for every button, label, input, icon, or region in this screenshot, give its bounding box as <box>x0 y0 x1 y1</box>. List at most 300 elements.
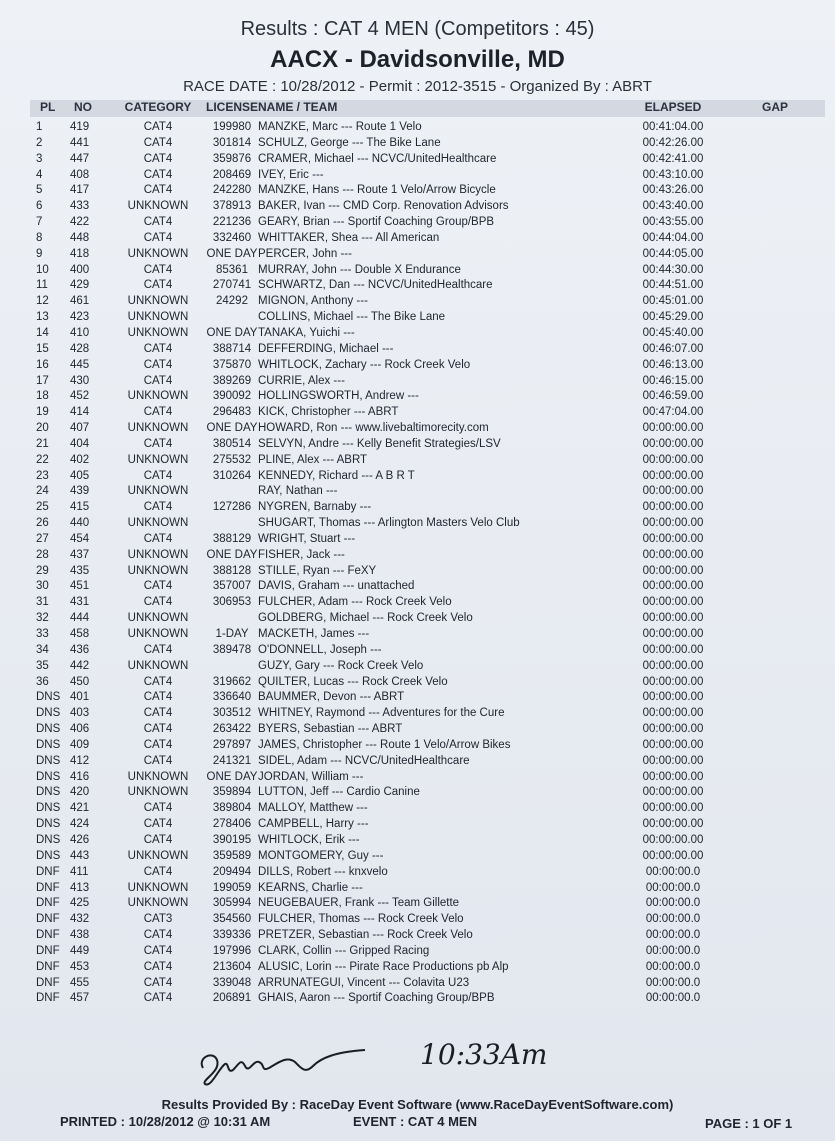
row-license: 306953 <box>212 596 252 609</box>
row-place: 9 <box>36 247 43 260</box>
row-place: DNS <box>36 833 61 846</box>
row-elapsed: 00:00:00.00 <box>642 453 704 466</box>
row-place: 14 <box>36 326 49 339</box>
results-table-body <box>30 120 825 1007</box>
row-number: 457 <box>70 992 90 1005</box>
row-category: UNKNOWN <box>127 786 189 799</box>
row-category: CAT4 <box>143 707 173 720</box>
row-elapsed: 00:45:29.00 <box>642 311 704 324</box>
row-license: 208469 <box>212 168 252 181</box>
row-place: 21 <box>36 437 49 450</box>
row-number: 401 <box>70 691 90 704</box>
row-name-team: SHUGART, Thomas --- Arlington Masters Velo Club <box>258 517 520 530</box>
row-number: 405 <box>70 469 90 482</box>
row-elapsed: 00:00:00.00 <box>642 501 704 514</box>
row-elapsed: 00:44:04.00 <box>642 231 704 244</box>
row-place: 34 <box>36 643 49 656</box>
row-license: 359589 <box>212 849 252 862</box>
row-category: CAT4 <box>143 358 173 371</box>
row-category: CAT4 <box>143 168 173 181</box>
row-elapsed: 00:43:40.00 <box>642 200 704 213</box>
row-category: UNKNOWN <box>127 517 189 530</box>
row-name-team: GEARY, Brian --- Sportif Coaching Group/BPB <box>258 216 495 229</box>
table-row <box>30 690 825 706</box>
event-name: AACX - Davidsonville, MD <box>270 46 565 73</box>
table-row <box>30 326 825 342</box>
row-place: DNS <box>36 691 61 704</box>
row-name-team: O'DONNELL, Joseph --- <box>258 643 382 656</box>
row-place: 25 <box>36 501 49 514</box>
table-row <box>30 659 825 675</box>
row-number: 435 <box>70 564 90 577</box>
row-name-team: NEUGEBAUER, Frank --- Team Gillette <box>258 897 460 910</box>
table-row <box>30 453 825 469</box>
row-license: 389804 <box>212 802 252 815</box>
row-place: 4 <box>36 168 43 181</box>
row-number: 429 <box>70 279 90 292</box>
row-number: 418 <box>70 247 90 260</box>
table-row <box>30 896 825 912</box>
row-name-team: CRAMER, Michael --- NCVC/UnitedHealthcare <box>258 152 497 165</box>
table-row <box>30 532 825 548</box>
row-name-team: LUTTON, Jeff --- Cardio Canine <box>258 786 420 799</box>
row-place: DNF <box>36 929 60 942</box>
row-place: DNF <box>36 881 60 894</box>
row-license: 297897 <box>212 738 252 751</box>
row-category: CAT4 <box>143 437 173 450</box>
row-place: DNF <box>36 897 60 910</box>
row-number: 428 <box>70 342 90 355</box>
row-category: CAT4 <box>143 216 173 229</box>
row-name-team: RAY, Nathan --- <box>258 485 338 498</box>
row-place: 2 <box>36 136 43 149</box>
table-row <box>30 389 825 405</box>
row-number: 412 <box>70 754 90 767</box>
row-license: 278406 <box>212 818 252 831</box>
row-number: 408 <box>70 168 90 181</box>
row-number: 413 <box>70 881 90 894</box>
row-license: 241321 <box>212 754 252 767</box>
results-title: Results : CAT 4 MEN (Competitors : 45) <box>240 18 595 40</box>
row-category: CAT4 <box>143 596 173 609</box>
row-place: 12 <box>36 295 49 308</box>
row-elapsed: 00:00:00.00 <box>642 437 704 450</box>
row-elapsed: 00:45:01.00 <box>642 295 704 308</box>
row-category: CAT4 <box>143 501 173 514</box>
row-elapsed: 00:46:13.00 <box>642 358 704 371</box>
row-place: DNF <box>36 976 60 989</box>
row-name-team: ALUSIC, Lorin --- Pirate Race Productions pb Alp <box>258 960 509 973</box>
row-name-team: WHITLOCK, Erik --- <box>258 833 360 846</box>
row-category: CAT4 <box>143 723 173 736</box>
row-name-team: BYERS, Sebastian --- ABRT <box>258 723 403 736</box>
row-name-team: WHITNEY, Raymond --- Adventures for the Cure <box>258 707 505 720</box>
table-row <box>30 136 825 152</box>
table-row <box>30 374 825 390</box>
row-number: 432 <box>70 913 90 926</box>
row-category: CAT4 <box>143 818 173 831</box>
table-row <box>30 516 825 532</box>
table-row <box>30 484 825 500</box>
row-elapsed: 00:00:00.00 <box>642 612 704 625</box>
row-place: 6 <box>36 200 43 213</box>
table-row <box>30 247 825 263</box>
row-category: UNKNOWN <box>127 628 189 640</box>
table-row <box>30 785 825 801</box>
row-license: 378913 <box>212 200 252 213</box>
table-row <box>30 706 825 722</box>
col-gap: GAP <box>761 100 788 114</box>
row-number: 406 <box>70 723 90 736</box>
row-elapsed: 00:00:00.0 <box>645 976 701 989</box>
row-category: UNKNOWN <box>127 311 189 324</box>
row-license: 310264 <box>212 469 252 482</box>
row-category: CAT4 <box>143 374 173 387</box>
row-number: 447 <box>70 152 90 165</box>
row-place: 11 <box>36 279 48 292</box>
row-category: CAT4 <box>143 992 173 1005</box>
row-license: 388128 <box>212 564 252 577</box>
row-license: 305994 <box>212 897 252 910</box>
row-elapsed: 00:00:00.00 <box>642 707 704 720</box>
row-elapsed: 00:00:00.0 <box>645 960 701 973</box>
row-elapsed: 00:00:00.00 <box>642 628 704 640</box>
row-elapsed: 00:43:10.00 <box>642 168 704 181</box>
row-category: UNKNOWN <box>127 422 189 435</box>
row-name-team: PERCER, John --- <box>258 247 352 260</box>
row-category: CAT4 <box>143 944 173 957</box>
row-category: CAT4 <box>143 643 173 656</box>
row-elapsed: 00:00:00.0 <box>645 913 701 926</box>
row-elapsed: 00:00:00.0 <box>645 929 701 942</box>
row-place: 26 <box>36 517 49 530</box>
row-number: 409 <box>70 738 90 751</box>
table-row <box>30 294 825 310</box>
row-category: UNKNOWN <box>127 326 189 339</box>
table-row <box>30 801 825 817</box>
row-elapsed: 00:00:00.00 <box>642 691 704 704</box>
row-name-team: FULCHER, Thomas --- Rock Creek Velo <box>258 913 464 926</box>
table-row <box>30 342 825 358</box>
row-license: 1-DAY <box>215 628 249 640</box>
row-category: UNKNOWN <box>127 659 189 672</box>
row-license: 270741 <box>212 279 252 292</box>
row-category: UNKNOWN <box>127 849 189 862</box>
row-category: UNKNOWN <box>127 897 189 910</box>
table-row <box>30 817 825 833</box>
row-license: 301814 <box>212 136 252 149</box>
row-license: 85361 <box>216 263 248 276</box>
row-number: 441 <box>70 136 90 149</box>
row-number: 437 <box>70 548 90 561</box>
row-elapsed: 00:00:00.00 <box>642 723 704 736</box>
row-category: CAT4 <box>143 406 173 419</box>
row-number: 415 <box>70 501 90 514</box>
row-name-team: CAMPBELL, Harry --- <box>258 818 369 831</box>
row-elapsed: 00:00:00.0 <box>645 865 701 878</box>
row-number: 423 <box>70 311 90 324</box>
row-category: CAT4 <box>143 691 173 704</box>
row-name-team: BAUMMER, Devon --- ABRT <box>258 691 405 704</box>
row-name-team: PRETZER, Sebastian --- Rock Creek Velo <box>258 929 473 942</box>
row-number: 403 <box>70 707 90 720</box>
row-license: 206891 <box>212 992 252 1005</box>
row-category: CAT4 <box>143 469 173 482</box>
row-elapsed: 00:00:00.0 <box>645 881 701 894</box>
row-name-team: KEARNS, Charlie --- <box>258 881 363 894</box>
row-license: 390092 <box>212 390 252 403</box>
footer-printed: PRINTED : 10/28/2012 @ 10:31 AM <box>60 1114 271 1129</box>
table-row <box>30 976 825 992</box>
row-name-team: HOLLINGSWORTH, Andrew --- <box>258 390 419 403</box>
row-name-team: STILLE, Ryan --- FeXY <box>258 564 377 577</box>
row-category: UNKNOWN <box>127 612 189 625</box>
row-place: DNS <box>36 818 61 831</box>
row-place: DNF <box>36 865 60 878</box>
row-elapsed: 00:00:00.00 <box>642 532 704 545</box>
row-number: 414 <box>70 406 90 419</box>
row-place: 13 <box>36 311 49 324</box>
row-name-team: PLINE, Alex --- ABRT <box>258 453 368 466</box>
row-elapsed: 00:00:00.00 <box>642 818 704 831</box>
col-category: CATEGORY <box>124 100 192 114</box>
row-name-team: SELVYN, Andre --- Kelly Benefit Strategies/LSV <box>258 437 501 450</box>
row-category: CAT4 <box>143 865 173 878</box>
row-number: 454 <box>70 532 90 545</box>
row-number: 444 <box>70 612 90 625</box>
row-number: 461 <box>70 295 90 308</box>
row-elapsed: 00:43:55.00 <box>642 216 704 229</box>
table-row <box>30 168 825 184</box>
row-number: 430 <box>70 374 90 387</box>
table-row <box>30 643 825 659</box>
row-license: 242280 <box>212 184 252 197</box>
row-place: DNS <box>36 786 61 799</box>
table-row <box>30 437 825 453</box>
row-place: 29 <box>36 564 49 577</box>
row-elapsed: 00:46:15.00 <box>642 374 704 387</box>
row-number: 440 <box>70 517 90 530</box>
row-category: CAT4 <box>143 532 173 545</box>
row-place: 35 <box>36 659 49 672</box>
row-name-team: DAVIS, Graham --- unattached <box>258 580 415 593</box>
table-row <box>30 564 825 580</box>
row-name-team: TANAKA, Yuichi --- <box>258 326 355 339</box>
row-place: 18 <box>36 390 49 403</box>
col-name-team: NAME / TEAM <box>258 100 338 114</box>
row-number: 442 <box>70 659 90 672</box>
table-row <box>30 770 825 786</box>
table-row <box>30 849 825 865</box>
row-place: 32 <box>36 612 49 625</box>
table-row <box>30 263 825 279</box>
row-name-team: WHITLOCK, Zachary --- Rock Creek Velo <box>258 358 471 371</box>
table-row <box>30 120 825 136</box>
row-category: CAT4 <box>143 738 173 751</box>
row-name-team: IVEY, Eric --- <box>258 168 324 181</box>
row-place: 33 <box>36 628 49 640</box>
row-name-team: WRIGHT, Stuart --- <box>258 532 356 545</box>
row-place: 19 <box>36 406 49 419</box>
row-license: 359894 <box>212 786 252 799</box>
row-place: 20 <box>36 422 49 435</box>
row-number: 400 <box>70 263 90 276</box>
table-row <box>30 944 825 960</box>
row-number: 422 <box>70 216 90 229</box>
row-elapsed: 00:00:00.00 <box>642 849 704 862</box>
row-license: 380514 <box>212 437 252 450</box>
table-row <box>30 152 825 168</box>
row-license: 339336 <box>212 929 252 942</box>
row-name-team: KENNEDY, Richard --- A B R T <box>258 469 415 482</box>
row-place: 22 <box>36 453 49 466</box>
row-name-team: FISHER, Jack --- <box>258 548 345 561</box>
row-name-team: GUZY, Gary --- Rock Creek Velo <box>258 659 424 672</box>
table-row <box>30 500 825 516</box>
row-category: UNKNOWN <box>127 453 189 466</box>
row-name-team: DILLS, Robert --- knxvelo <box>258 865 388 878</box>
row-place: DNF <box>36 960 60 973</box>
row-elapsed: 00:42:26.00 <box>642 136 704 149</box>
row-elapsed: 00:00:00.00 <box>642 580 704 593</box>
row-category: UNKNOWN <box>127 770 189 783</box>
row-category: UNKNOWN <box>127 485 189 498</box>
footer-page: PAGE : 1 OF 1 <box>705 1116 793 1131</box>
row-license: 332460 <box>212 231 252 244</box>
row-elapsed: 00:00:00.00 <box>642 469 704 482</box>
row-number: 445 <box>70 358 90 371</box>
row-name-team: CLARK, Collin --- Gripped Racing <box>258 944 430 957</box>
row-place: 30 <box>36 580 49 593</box>
row-name-team: MANZKE, Hans --- Route 1 Velo/Arrow Bicycle <box>258 184 496 197</box>
table-row <box>30 595 825 611</box>
row-place: DNS <box>36 723 61 736</box>
row-name-team: JAMES, Christopher --- Route 1 Velo/Arrow Bikes <box>258 738 511 751</box>
table-row <box>30 199 825 215</box>
row-name-team: DEFFERDING, Michael --- <box>258 342 394 355</box>
row-place: DNF <box>36 913 60 926</box>
row-elapsed: 00:00:00.0 <box>645 897 701 910</box>
row-place: DNS <box>36 754 61 767</box>
row-number: 449 <box>70 944 90 957</box>
row-name-team: SCHULZ, George --- The Bike Lane <box>258 136 441 149</box>
table-header <box>30 100 825 117</box>
row-license: 319662 <box>212 675 252 688</box>
row-number: 431 <box>70 596 90 609</box>
row-place: 8 <box>36 231 43 244</box>
col-elapsed: ELAPSED <box>644 100 702 114</box>
row-license: 199059 <box>212 881 252 894</box>
row-elapsed: 00:00:00.00 <box>642 643 704 656</box>
row-elapsed: 00:00:00.0 <box>645 944 701 957</box>
row-name-team: MACKETH, James --- <box>258 628 370 640</box>
row-place: DNS <box>36 707 61 720</box>
row-place: 23 <box>36 469 49 482</box>
row-license: ONE DAY <box>206 247 258 260</box>
row-category: CAT4 <box>143 580 173 593</box>
row-category: CAT4 <box>143 929 173 942</box>
row-license: 389478 <box>212 643 252 656</box>
row-license: 336640 <box>212 691 252 704</box>
row-place: DNS <box>36 802 61 815</box>
col-pl: PL <box>40 100 56 114</box>
row-place: 17 <box>36 374 49 387</box>
row-category: CAT4 <box>143 136 173 149</box>
row-elapsed: 00:46:07.00 <box>642 342 704 355</box>
row-license: 375870 <box>212 358 252 371</box>
row-category: UNKNOWN <box>127 247 189 260</box>
row-elapsed: 00:44:51.00 <box>642 279 704 292</box>
row-number: 451 <box>70 580 90 593</box>
row-name-team: KICK, Christopher --- ABRT <box>258 406 399 419</box>
footer-event: EVENT : CAT 4 MEN <box>353 1114 477 1129</box>
row-name-team: ARRUNATEGUI, Vincent --- Colavita U23 <box>258 976 470 989</box>
row-license: 389269 <box>212 374 252 387</box>
row-category: CAT4 <box>143 152 173 165</box>
row-elapsed: 00:00:00.00 <box>642 786 704 799</box>
row-number: 410 <box>70 326 90 339</box>
row-elapsed: 00:00:00.00 <box>642 596 704 609</box>
row-elapsed: 00:44:30.00 <box>642 263 704 276</box>
row-number: 455 <box>70 976 90 989</box>
row-place: 10 <box>36 263 49 276</box>
table-row <box>30 722 825 738</box>
row-name-team: MALLOY, Matthew --- <box>258 802 368 815</box>
row-name-team: MURRAY, John --- Double X Endurance <box>258 263 461 276</box>
row-number: 438 <box>70 929 90 942</box>
row-number: 424 <box>70 818 90 831</box>
row-elapsed: 00:00:00.00 <box>642 548 704 561</box>
row-license: ONE DAY <box>206 770 258 783</box>
row-license: 296483 <box>212 406 252 419</box>
table-row <box>30 754 825 770</box>
row-place: 3 <box>36 152 43 165</box>
row-license: 354560 <box>212 913 252 926</box>
row-name-team: WHITTAKER, Shea --- All American <box>258 231 440 244</box>
row-name-team: GHAIS, Aaron --- Sportif Coaching Group/BPB <box>258 992 495 1005</box>
row-elapsed: 00:00:00.00 <box>642 675 704 688</box>
row-elapsed: 00:46:59.00 <box>642 390 704 403</box>
row-elapsed: 00:00:00.00 <box>642 770 704 783</box>
table-row <box>30 960 825 976</box>
row-category: UNKNOWN <box>127 881 189 894</box>
row-name-team: CURRIE, Alex --- <box>258 374 345 387</box>
row-category: CAT3 <box>143 913 173 926</box>
table-row <box>30 278 825 294</box>
row-place: 24 <box>36 485 49 498</box>
row-name-team: SIDEL, Adam --- NCVC/UnitedHealthcare <box>258 754 470 767</box>
row-number: 458 <box>70 628 90 640</box>
row-license: ONE DAY <box>206 422 258 435</box>
row-place: 28 <box>36 548 49 561</box>
row-license: 275532 <box>212 453 252 466</box>
row-category: CAT4 <box>143 279 173 292</box>
row-license: 209494 <box>212 865 252 878</box>
row-license: 390195 <box>212 833 252 846</box>
table-row <box>30 215 825 231</box>
row-category: CAT4 <box>143 976 173 989</box>
row-number: 404 <box>70 437 90 450</box>
table-row <box>30 469 825 485</box>
race-info: RACE DATE : 10/28/2012 - Permit : 2012-3515 - Organized By : ABRT <box>183 78 652 95</box>
row-name-team: BAKER, Ivan --- CMD Corp. Renovation Advisors <box>258 200 509 213</box>
row-category: UNKNOWN <box>127 390 189 403</box>
row-number: 402 <box>70 453 90 466</box>
table-row <box>30 358 825 374</box>
row-place: DNF <box>36 944 60 957</box>
row-place: DNS <box>36 849 61 862</box>
table-row <box>30 928 825 944</box>
